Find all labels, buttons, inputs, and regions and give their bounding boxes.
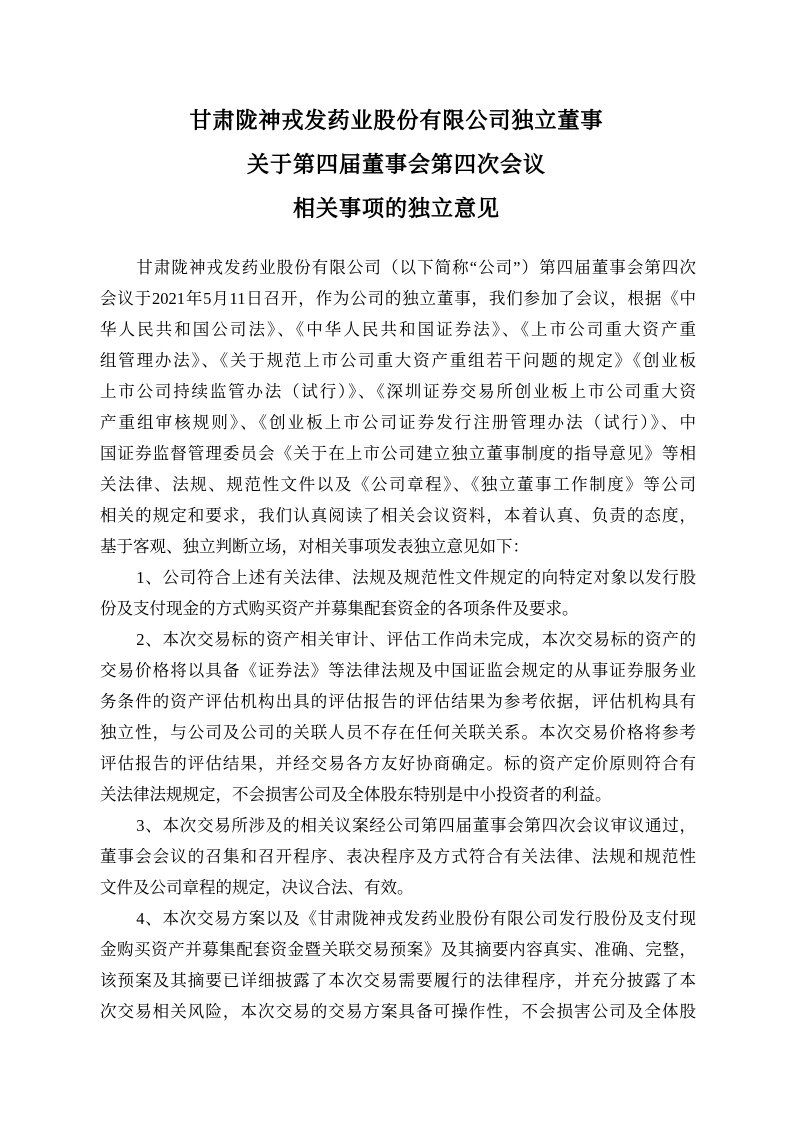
text-line: 甘肃陇神戎发药业股份有限公司（以下简称“公司”）第四届董事会第四次: [136, 258, 696, 277]
text-line: 相关的规定和要求，我们认真阅读了相关会议资料，本着认真、负责的态度，: [100, 506, 696, 525]
title-line-3: 相关事项的独立意见: [292, 196, 500, 221]
text-line: 关法律法规规定，不会损害公司及全体股东特别是中小投资者的利益。: [100, 785, 612, 804]
text-line: 1、公司符合上述有关法律、法规及规范性文件规定的向特定对象以发行股: [136, 568, 696, 587]
paragraph-3: [100, 624, 696, 810]
text-line: 产重组审核规则》、《创业板上市公司证券发行注册管理办法（试行）》、中: [100, 413, 696, 432]
paragraph-2: [100, 562, 696, 624]
text-line: 金购买资产并募集配套资金暨关联交易预案》及其摘要内容真实、准确、完整，: [100, 940, 696, 959]
text-line: 华人民共和国公司法》、《中华人民共和国证券法》、《上市公司重大资产重: [100, 320, 696, 339]
paragraph-4: [100, 810, 696, 903]
text-line: 该预案及其摘要已详细披露了本次交易需要履行的法律程序，并充分披露了本: [100, 971, 696, 990]
text-line: 次交易相关风险，本次交易的交易方案具备可操作性，不会损害公司及全体股: [100, 1002, 696, 1021]
text-line: 国证券监督管理委员会《关于在上市公司建立独立董事制度的指导意见》等相: [100, 444, 696, 463]
title-line-2: 关于第四届董事会第四次会议: [246, 152, 546, 177]
text-line: 评估报告的评估结果，并经交易各方友好协商确定。标的资产定价原则符合有: [100, 754, 696, 773]
text-line: 董事会会议的召集和召开程序、表决程序及方式符合有关法律、法规和规范性: [100, 847, 696, 866]
paragraph-5: [100, 903, 696, 1027]
text-line: 组管理办法》、《关于规范上市公司重大资产重组若干问题的规定》《创业板: [100, 351, 696, 370]
text-line: 交易价格将以具备《证券法》等法律法规及中国证监会规定的从事证券服务业: [100, 661, 696, 680]
text-line: 文件及公司章程的规定，决议合法、有效。: [100, 878, 414, 897]
paragraph-1: [100, 252, 696, 562]
text-line: 基于客观、独立判断立场，对相关事项发表独立意见如下：: [100, 537, 529, 556]
text-line: 4、本次交易方案以及《甘肃陇神戎发药业股份有限公司发行股份及支付现: [136, 909, 696, 928]
document-title: [0, 0, 793, 231]
text-line: 独立性，与公司及公司的关联人员不存在任何关联关系。本次交易价格将参考: [100, 723, 696, 742]
text-line: 上市公司持续监管办法（试行）》、《深圳证券交易所创业板上市公司重大资: [100, 382, 696, 401]
title-line-1: 甘肃陇神戎发药业股份有限公司独立董事: [189, 108, 604, 133]
text-line: 务条件的资产评估机构出具的评估报告的评估结果为参考依据，评估机构具有: [100, 692, 696, 711]
text-line: 会议于2021年5月11日召开，作为公司的独立董事，我们参加了会议，根据《中: [100, 289, 696, 308]
text-line: 2、本次交易标的资产相关审计、评估工作尚未完成，本次交易标的资产的: [136, 630, 696, 649]
document-body: [100, 252, 696, 1027]
text-line: 3、本次交易所涉及的相关议案经公司第四届董事会第四次会议审议通过，: [136, 816, 696, 835]
text-line: 份及支付现金的方式购买资产并募集配套资金的各项条件及要求。: [100, 599, 579, 618]
text-line: 关法律、法规、规范性文件以及《公司章程》、《独立董事工作制度》等公司: [100, 475, 696, 494]
